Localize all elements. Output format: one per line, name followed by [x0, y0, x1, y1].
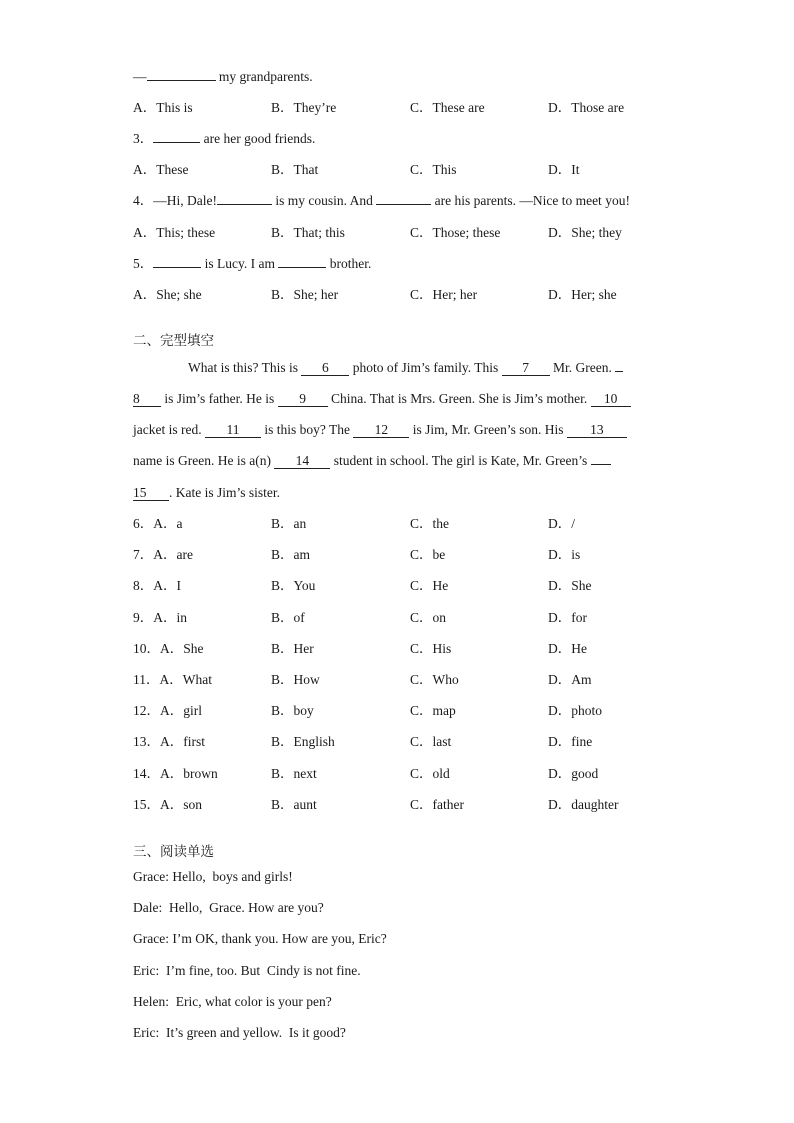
cloze-question-10-option-a [133, 641, 204, 657]
blank-15: 15 [133, 486, 169, 501]
option-c: C．This [410, 162, 457, 177]
dialogue-line: Dale: Hello, Grace. How are you? [133, 900, 324, 915]
option-b: B．That; this [271, 225, 345, 240]
cloze-question-7-option-b: B．am [271, 547, 310, 562]
cloze-question-14-option-a [133, 766, 218, 782]
blank-9: 9 [278, 392, 328, 407]
cloze-question-13-option-b: B．English [271, 734, 335, 749]
question-number: 7． [133, 547, 154, 562]
cloze-question-9-option-c: C．on [410, 610, 447, 625]
cloze-question-7-option-c: C．be [410, 547, 446, 562]
passage-line-1: What is this? This is 6 photo of Jim’s family. This 7 Mr. Green. [188, 360, 623, 376]
passage-line-5: 15 . Kate is Jim’s sister. [133, 485, 280, 500]
dialogue-line: Eric: It’s green and yellow. Is it good? [133, 1025, 346, 1040]
cloze-question-12-option-a [133, 703, 202, 719]
option-d: D．Those are [548, 100, 625, 115]
question-number: 13． [133, 734, 160, 749]
option-text: A．are [153, 547, 193, 562]
section-title-reading: 三、阅读单选 [133, 844, 214, 860]
cloze-question-8-option-d: D．She [548, 578, 592, 593]
option-c: C．These are [410, 100, 485, 115]
option-text: A．son [160, 797, 203, 812]
option-c: C．Her; her [410, 287, 478, 302]
cloze-question-13-option-a [133, 734, 205, 750]
cloze-question-10-option-b: B．Her [271, 641, 314, 656]
cloze-question-9-option-b: B．of [271, 610, 305, 625]
cloze-question-12-option-d: D．photo [548, 703, 602, 718]
blank-8-start [615, 371, 623, 372]
option-a: A．This is [133, 100, 193, 115]
cloze-question-13-option-d: D．fine [548, 734, 593, 749]
blank-14: 14 [274, 454, 330, 469]
answer-blank [147, 80, 216, 81]
cloze-question-14-option-b: B．next [271, 766, 317, 781]
cloze-question-6-option-d: D．/ [548, 516, 575, 531]
blank-7: 7 [502, 361, 550, 376]
option-a: A．She; she [133, 287, 202, 302]
cloze-question-7-option-d: D．is [548, 547, 581, 562]
option-text: A．She [160, 641, 204, 656]
cloze-question-11-option-d: D．Am [548, 672, 592, 687]
option-text: A．girl [160, 703, 202, 718]
question-number: 9． [133, 610, 154, 625]
blank-8: 8 [133, 392, 161, 407]
cloze-question-14-option-c: C．old [410, 766, 450, 781]
dialogue-line: Eric: I’m fine, too. But Cindy is not fine. [133, 963, 361, 978]
question-number: 14． [133, 766, 160, 781]
passage-line-3: jacket is red. 11 is this boy? The 12 is Jim, Mr. Green’s son. His 13 [133, 422, 627, 438]
blank-6: 6 [301, 361, 349, 376]
cloze-question-11-option-a [133, 672, 212, 688]
cloze-question-8-option-a [133, 578, 181, 594]
question-number: 12． [133, 703, 160, 718]
cloze-question-15-option-b: B．aunt [271, 797, 317, 812]
cloze-question-8-option-b: B．You [271, 578, 316, 593]
option-b: B．That [271, 162, 319, 177]
cloze-question-15-option-c: C．father [410, 797, 464, 812]
cloze-question-11-option-c: C．Who [410, 672, 459, 687]
option-text: A．brown [160, 766, 218, 781]
answer-blank [153, 142, 200, 143]
option-text: A．a [153, 516, 183, 531]
question-4: 4．—Hi, Dale! is my cousin. And are his parents. —Nice to meet you! [133, 193, 630, 208]
dialogue-line: Helen: Eric, what color is your pen? [133, 994, 332, 1009]
cloze-question-12-option-b: B．boy [271, 703, 314, 718]
answer-blank [217, 204, 272, 205]
cloze-question-15-option-d: D．daughter [548, 797, 619, 812]
option-text: A．first [160, 734, 205, 749]
option-b: B．She; her [271, 287, 339, 302]
option-text: A．in [153, 610, 187, 625]
cloze-question-10-option-d: D．He [548, 641, 587, 656]
question-3: 3． are her good friends. [133, 131, 316, 146]
blank-15-start [591, 464, 611, 465]
option-text: A．I [153, 578, 181, 593]
option-d: D．She; they [548, 225, 622, 240]
dialogue-line: Grace: Hello, boys and girls! [133, 869, 293, 884]
cloze-question-10-option-c: C．His [410, 641, 452, 656]
blank-10: 10 [591, 392, 631, 407]
cloze-question-13-option-c: C．last [410, 734, 452, 749]
cloze-question-6-option-c: C．the [410, 516, 449, 531]
option-b: B．They’re [271, 100, 337, 115]
section-title-cloze: 二、完型填空 [133, 333, 214, 349]
question-number: 8． [133, 578, 154, 593]
passage-line-2: 8 is Jim’s father. He is 9 China. That is Mrs. Green. She is Jim’s mother. 10 [133, 391, 631, 407]
question-number: 11． [133, 672, 160, 687]
cloze-question-6-option-a [133, 516, 183, 532]
option-d: D．Her; she [548, 287, 617, 302]
cloze-question-15-option-a [133, 797, 202, 813]
blank-11: 11 [205, 423, 261, 438]
answer-blank [376, 204, 431, 205]
cloze-question-6-option-b: B．an [271, 516, 307, 531]
question-5: 5． is Lucy. I am brother. [133, 256, 372, 271]
question-number: 6． [133, 516, 154, 531]
passage-line-4: name is Green. He is a(n) 14 student in school. The girl is Kate, Mr. Green’s [133, 453, 611, 469]
option-text: A．What [159, 672, 212, 687]
blank-13: 13 [567, 423, 627, 438]
option-c: C．Those; these [410, 225, 501, 240]
cloze-question-14-option-d: D．good [548, 766, 599, 781]
question-number: 10． [133, 641, 160, 656]
cloze-question-9-option-d: D．for [548, 610, 587, 625]
blank-12: 12 [353, 423, 409, 438]
question-line: — my grandparents. [133, 69, 313, 84]
option-a: A．This; these [133, 225, 216, 240]
cloze-question-12-option-c: C．map [410, 703, 456, 718]
option-d: D．It [548, 162, 580, 177]
cloze-question-9-option-a [133, 610, 187, 626]
cloze-question-8-option-c: C．He [410, 578, 449, 593]
answer-blank [153, 267, 201, 268]
question-number: 15． [133, 797, 160, 812]
cloze-question-7-option-a [133, 547, 193, 563]
answer-blank [278, 267, 326, 268]
dialogue-line: Grace: I’m OK, thank you. How are you, Eric? [133, 931, 387, 946]
option-a: A．These [133, 162, 189, 177]
cloze-question-11-option-b: B．How [271, 672, 320, 687]
